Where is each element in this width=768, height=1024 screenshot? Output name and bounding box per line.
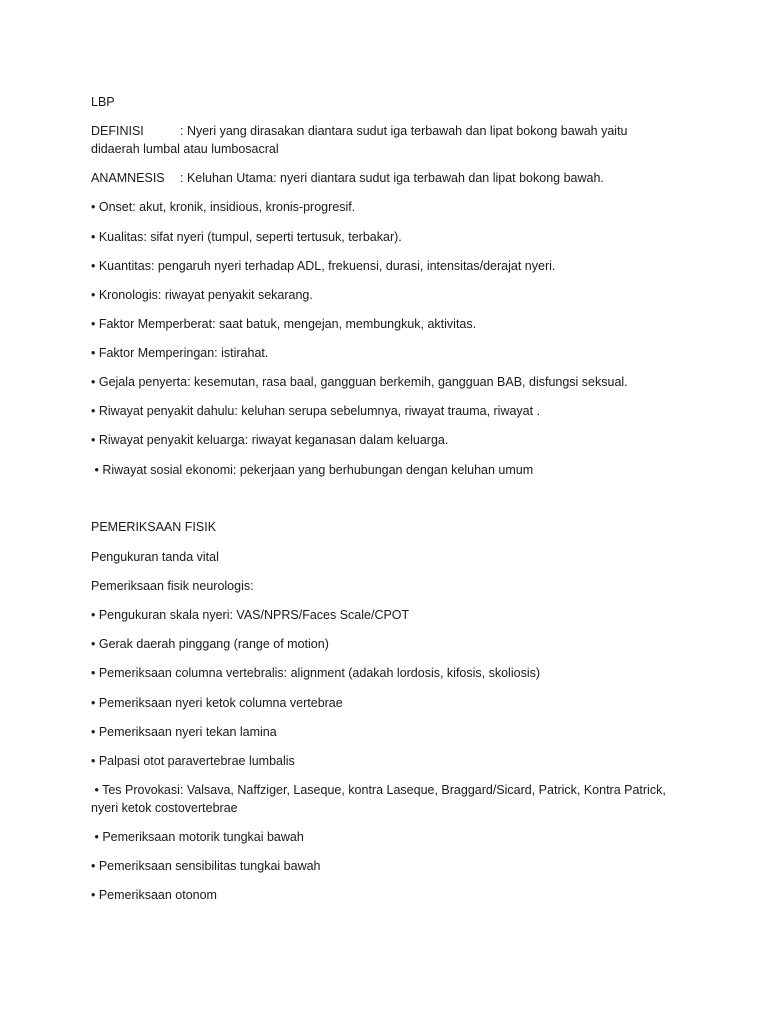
pemeriksaan-item: • Pemeriksaan columna vertebralis: alignment (adakah lordosis, kifosis, skoliosis) — [91, 666, 541, 680]
pemeriksaan-vital: Pengukuran tanda vital — [91, 550, 219, 564]
anamnesis-item: • Faktor Memperingan: istirahat. — [91, 346, 269, 360]
anamnesis-item: • Riwayat penyakit dahulu: keluhan serupa sebelumnya, riwayat trauma, riwayat . — [91, 404, 541, 418]
anamnesis-line — [91, 169, 604, 187]
provokasi-line: • Tes Provokasi: Valsava, Naffziger, Laseque, kontra Laseque, Braggard/Sicard, Patrick, Kontra Patrick, — [91, 783, 666, 797]
anamnesis-item: • Kuantitas: pengaruh nyeri terhadap ADL, frekuensi, durasi, intensitas/derajat nyeri. — [91, 259, 556, 273]
document-title: LBP — [91, 95, 115, 109]
pemeriksaan-item: • Pemeriksaan nyeri tekan lamina — [91, 725, 277, 739]
definisi-continuation: didaerah lumbal atau lumbosacral — [91, 142, 279, 156]
definisi-line — [91, 122, 628, 140]
pemeriksaan-item: • Pemeriksaan sensibilitas tungkai bawah — [91, 859, 321, 873]
pemeriksaan-neuro: Pemeriksaan fisik neurologis: — [91, 579, 254, 593]
pemeriksaan-heading: PEMERIKSAAN FISIK — [91, 520, 217, 534]
pemeriksaan-item: • Gerak daerah pinggang (range of motion) — [91, 637, 329, 651]
anamnesis-item: • Onset: akut, kronik, insidious, kronis-progresif. — [91, 200, 356, 214]
pemeriksaan-item: • Pemeriksaan motorik tungkai bawah — [91, 830, 304, 844]
anamnesis-item: • Riwayat penyakit keluarga: riwayat keganasan dalam keluarga. — [91, 433, 449, 447]
anamnesis-item: • Kualitas: sifat nyeri (tumpul, seperti tertusuk, terbakar). — [91, 230, 402, 244]
definisi-label: DEFINISI — [91, 124, 144, 138]
pemeriksaan-item: • Pemeriksaan otonom — [91, 888, 217, 902]
anamnesis-item: • Faktor Memperberat: saat batuk, mengejan, membungkuk, aktivitas. — [91, 317, 477, 331]
anamnesis-item: • Kronologis: riwayat penyakit sekarang. — [91, 288, 313, 302]
pemeriksaan-item: • Pemeriksaan nyeri ketok columna vertebrae — [91, 696, 343, 710]
anamnesis-item: • Riwayat sosial ekonomi: pekerjaan yang berhubungan dengan keluhan umum — [91, 463, 534, 477]
pemeriksaan-item: • Pengukuran skala nyeri: VAS/NPRS/Faces Scale/CPOT — [91, 608, 410, 622]
pemeriksaan-item: • Palpasi otot paravertebrae lumbalis — [91, 754, 295, 768]
anamnesis-label: ANAMNESIS — [91, 171, 165, 185]
anamnesis-text: : Keluhan Utama: nyeri diantara sudut iga terbawah dan lipat bokong bawah. — [180, 171, 604, 185]
definisi-text: : Nyeri yang dirasakan diantara sudut iga terbawah dan lipat bokong bawah yaitu — [180, 124, 628, 138]
anamnesis-item: • Gejala penyerta: kesemutan, rasa baal, gangguan berkemih, gangguan BAB, disfungsi seksual. — [91, 375, 628, 389]
provokasi-continuation: nyeri ketok costovertebrae — [91, 801, 238, 815]
